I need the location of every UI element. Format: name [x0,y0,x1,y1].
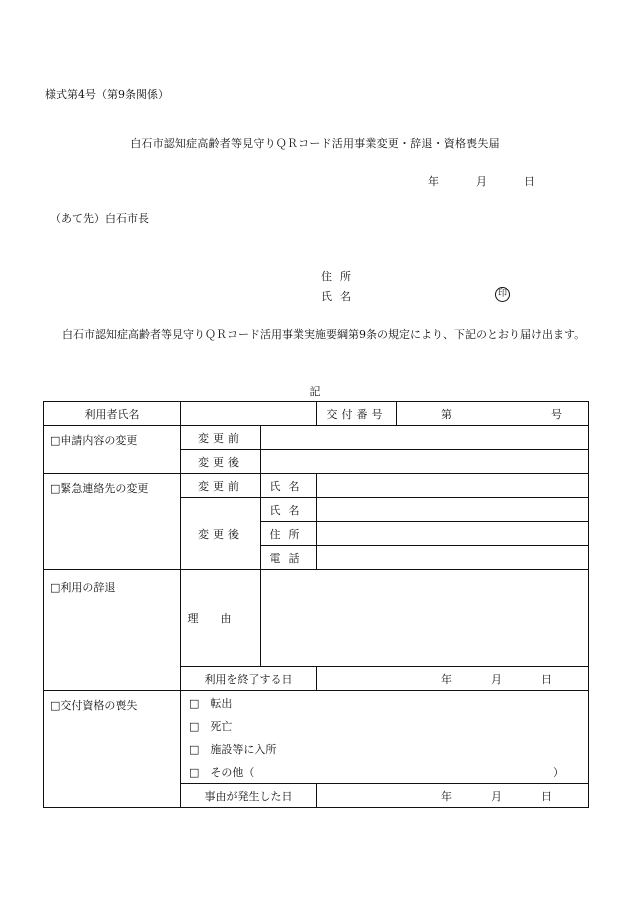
applicant-address-label: 住所 [321,270,359,283]
date-month: 月 [476,175,487,188]
event-date-field[interactable] [317,784,589,808]
emergency-after-phone-field[interactable] [317,546,589,570]
notification-table [43,401,589,808]
end-day: 日 [541,672,552,686]
change-after-field[interactable] [261,450,589,474]
emergency-after-phone-label: 電話 [261,546,317,570]
document-title: 白石市認知症高齢者等見守りＱＲコード活用事業変更・辞退・資格喪失届 [130,137,500,150]
end-month: 月 [491,672,502,686]
emergency-before-label: 変更前 [181,474,261,498]
emergency-after-label: 変更後 [181,498,261,570]
emergency-before-name-field[interactable] [317,474,589,498]
table-row [44,426,589,450]
date-day: 日 [524,175,535,188]
applicant-name-label: 氏名 [321,290,359,303]
event-year: 年 [441,789,452,803]
option-death[interactable]: □ 死亡 [181,714,589,737]
issue-number-label: 交付番号 [317,402,397,426]
number-suffix: 号 [551,407,562,421]
emergency-after-name-field[interactable] [317,498,589,522]
option-move[interactable]: □ 転出 [181,691,589,715]
table-row [44,691,589,715]
change-before-field[interactable] [261,426,589,450]
user-name-label: 利用者氏名 [44,402,181,426]
event-day: 日 [541,789,552,803]
user-name-field[interactable] [181,402,317,426]
withdrawal-checkbox[interactable]: □利用の辞退 [44,570,181,691]
ki-heading: 記 [309,385,321,398]
seal-mark: 印 [495,287,510,302]
event-date-label: 事由が発生した日 [181,784,317,808]
reason-label: 理由 [181,570,261,667]
emergency-after-address-field[interactable] [317,522,589,546]
end-date-label: 利用を終了する日 [181,667,317,691]
table-row [44,570,589,667]
issue-number-field[interactable] [397,402,589,426]
loss-checkbox[interactable]: □交付資格の喪失 [44,691,181,808]
option-facility[interactable]: □ 施設等に入所 [181,737,589,760]
change-request-checkbox[interactable]: □申請内容の変更 [44,426,181,474]
before-label: 変更前 [181,426,261,450]
table-row [44,474,589,498]
event-month: 月 [491,789,502,803]
option-other-label: □ その他（ [189,765,255,779]
emergency-after-name-label: 氏名 [261,498,317,522]
emergency-before-name-label: 氏名 [261,474,317,498]
form-reference: 様式第4号（第9条関係） [45,88,169,101]
submission-date [428,173,535,189]
intro-paragraph: 白石市認知症高齢者等見守りＱＲコード活用事業実施要綱第9条の規定により、下記のとおり届け出ます。 [62,328,586,341]
after-label: 変更後 [181,450,261,474]
table-row [44,402,589,426]
end-date-field[interactable] [317,667,589,691]
emergency-change-checkbox[interactable]: □緊急連絡先の変更 [44,474,181,570]
number-prefix: 第 [441,407,452,421]
end-year: 年 [441,672,452,686]
date-year: 年 [428,175,439,188]
option-other[interactable] [181,760,589,784]
option-other-close: ） [553,765,564,779]
reason-field[interactable] [261,570,589,667]
emergency-after-address-label: 住所 [261,522,317,546]
addressee: （あて先）白石市長 [50,212,149,225]
